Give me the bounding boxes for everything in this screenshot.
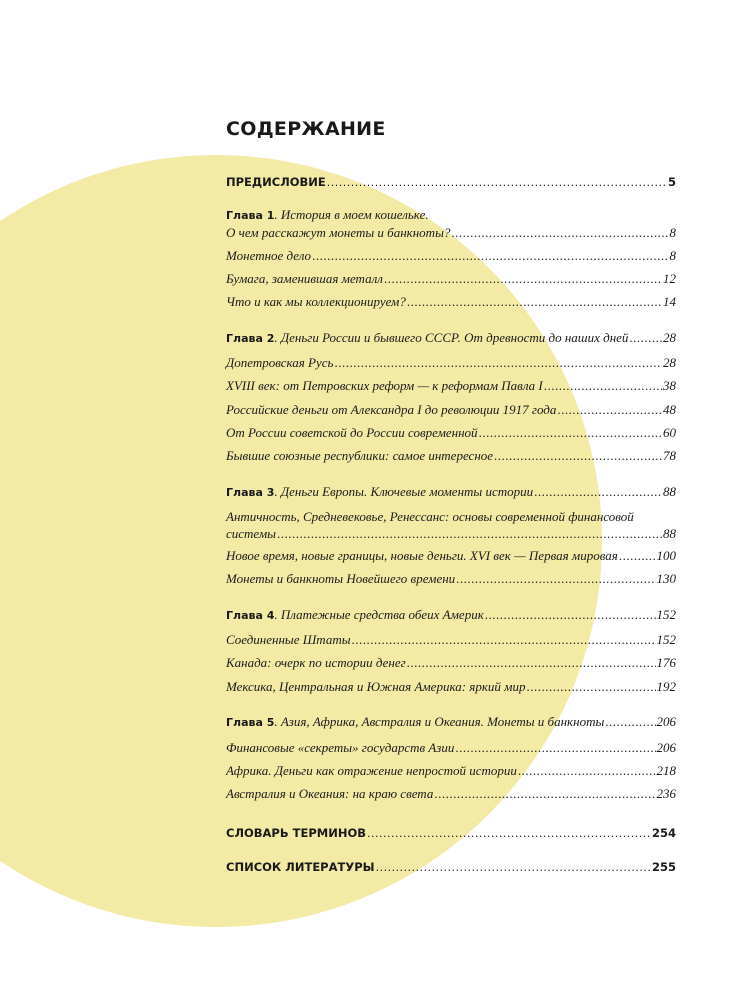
toc-entry-title: СПИСОК ЛИТЕРАТУРЫ: [226, 860, 375, 874]
toc-item-page: 100: [656, 548, 676, 563]
toc-entry-bibliography[interactable]: [226, 859, 676, 876]
toc-item[interactable]: [226, 354, 676, 371]
toc-item[interactable]: [226, 570, 676, 587]
chapter-label: Глава 3: [226, 486, 275, 499]
toc-item-page: 38: [663, 378, 676, 393]
toc-item-page: 48: [663, 402, 676, 417]
toc-item-title: Монеты и банкноты Новейшего времени: [226, 571, 456, 586]
toc-item-title: Бумага, заменившая металл: [226, 271, 383, 286]
toc-item[interactable]: [226, 293, 676, 310]
toc-item[interactable]: [226, 654, 676, 671]
dot-leader: [619, 547, 656, 564]
toc-item[interactable]: [226, 247, 676, 264]
toc-chapter-1[interactable]: [226, 206, 676, 241]
chapter-label: Глава 2: [226, 332, 275, 345]
dot-leader: [534, 483, 662, 500]
toc-entry-title: СЛОВАРЬ ТЕРМИНОВ: [226, 826, 366, 840]
toc-item-title: Австралия и Океания: на краю света: [226, 786, 434, 801]
chapter-page: 28: [663, 330, 676, 345]
toc-item[interactable]: [226, 508, 676, 542]
toc-item-title: Мексика, Центральная и Южная Америка: яркий мир: [226, 679, 526, 694]
dot-leader: [312, 247, 668, 264]
dot-leader: [327, 174, 667, 191]
toc-entry-page: 254: [651, 826, 676, 840]
chapter-label: Глава 1: [226, 209, 275, 222]
toc-item-page: 130: [656, 571, 676, 586]
dot-leader: [407, 293, 662, 310]
dot-leader: [479, 424, 662, 441]
dot-leader: [407, 654, 656, 671]
toc-item-title: Монетное дело: [226, 248, 312, 263]
chapter-title: . История в моем кошельке.: [274, 207, 429, 222]
toc-item-title: От России советской до России современной: [226, 425, 478, 440]
toc-item-title: Что и как мы коллекционируем?: [226, 294, 406, 309]
dot-leader: [494, 447, 662, 464]
dot-leader: [518, 762, 656, 779]
toc-item[interactable]: [226, 447, 676, 464]
dot-leader: [451, 224, 668, 241]
dot-leader: [526, 678, 655, 695]
chapter-title-continued: О чем расскажут монеты и банкноты?: [226, 225, 451, 240]
toc-entry-page: 255: [651, 860, 676, 874]
toc-item-title: XVIII век: от Петровских реформ — к реформам Павла I: [226, 378, 543, 393]
toc-item-title: Соединенные Штаты: [226, 632, 351, 647]
chapter-label: Глава 5: [226, 716, 275, 729]
toc-item-page: 14: [663, 294, 676, 309]
toc-chapter-2[interactable]: [226, 329, 676, 347]
toc-chapter-4[interactable]: [226, 606, 676, 624]
dot-leader: [434, 785, 655, 802]
dot-leader: [376, 859, 651, 876]
toc-item[interactable]: [226, 678, 676, 695]
chapter-page: 206: [656, 714, 676, 729]
toc-item[interactable]: [226, 270, 676, 287]
toc-item-page: 60: [663, 425, 676, 440]
page-title: СОДЕРЖАНИЕ: [226, 118, 386, 140]
toc-item[interactable]: [226, 739, 676, 756]
toc-item[interactable]: [226, 401, 676, 418]
dot-leader: [557, 401, 662, 418]
toc-item-title-continued: системы: [226, 526, 276, 541]
dot-leader: [544, 377, 662, 394]
dot-leader: [367, 825, 651, 842]
toc-entry-title: ПРЕДИСЛОВИЕ: [226, 175, 326, 189]
toc-item[interactable]: [226, 631, 676, 648]
toc-item-page: 12: [663, 271, 676, 286]
toc-item[interactable]: [226, 424, 676, 441]
toc-item-title: Российские деньги от Александра I до революции 1917 года: [226, 402, 557, 417]
toc-item-page: 236: [656, 786, 676, 801]
toc-item-page: 8: [669, 248, 676, 263]
dot-leader: [352, 631, 656, 648]
toc-item-page: 152: [656, 632, 676, 647]
dot-leader: [485, 606, 656, 623]
dot-leader: [605, 713, 655, 730]
toc-item-page: 218: [656, 763, 676, 778]
toc-item-page: 28: [663, 355, 676, 370]
dot-leader: [455, 739, 655, 756]
toc-item[interactable]: [226, 547, 676, 564]
toc-item-page: 176: [656, 655, 676, 670]
dot-leader: [384, 270, 662, 287]
toc-item-title: Канада: очерк по истории денег: [226, 655, 406, 670]
chapter-page: 88: [663, 484, 676, 499]
toc-chapter-3[interactable]: [226, 483, 676, 501]
toc-item[interactable]: [226, 377, 676, 394]
toc-item-title: Африка. Деньги как отражение непростой истории: [226, 763, 517, 778]
dot-leader: [456, 570, 655, 587]
dot-leader: [277, 525, 662, 542]
toc-item-page: 206: [656, 740, 676, 755]
toc-item-title: Новое время, новые границы, новые деньги. XVI век — Первая мировая: [226, 548, 618, 563]
toc-item-title: Допетровская Русь: [226, 355, 334, 370]
toc-entry-preface[interactable]: [226, 174, 676, 191]
chapter-title: . Платежные средства обеих Америк: [274, 607, 484, 622]
toc-item-title: Античность, Средневековье, Ренессанс: основы современной финансовой: [226, 509, 634, 524]
dot-leader: [334, 354, 662, 371]
toc-entry-page: 5: [667, 175, 676, 189]
toc-item-page: 192: [656, 679, 676, 694]
toc-item-title: Финансовые «секреты» государств Азии: [226, 740, 455, 755]
toc-chapter-5[interactable]: [226, 713, 676, 731]
chapter-title: . Деньги Европы. Ключевые моменты истории: [274, 484, 534, 499]
toc-entry-glossary[interactable]: [226, 825, 676, 842]
toc-item-page: 78: [663, 448, 676, 463]
toc-item[interactable]: [226, 762, 676, 779]
chapter-page: 152: [656, 607, 676, 622]
chapter-page: 8: [669, 225, 676, 240]
toc-item-title: Бывшие союзные республики: самое интересное: [226, 448, 494, 463]
chapter-title: . Азия, Африка, Австралия и Океания. Монеты и банкноты: [274, 714, 605, 729]
chapter-label: Глава 4: [226, 609, 275, 622]
toc-item-page: 88: [663, 526, 676, 541]
dot-leader: [629, 329, 662, 346]
toc-item[interactable]: [226, 785, 676, 802]
chapter-title: . Деньги России и бывшего СССР. От древности до наших дней: [274, 330, 629, 345]
